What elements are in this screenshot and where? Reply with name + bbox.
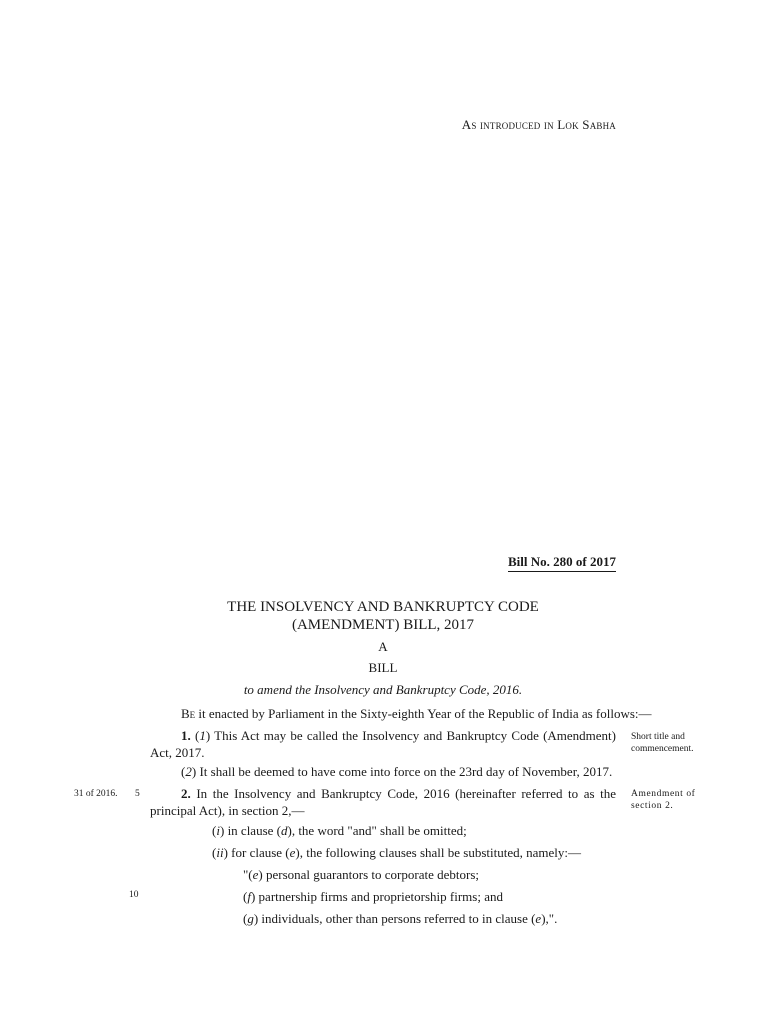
bill-number: Bill No. 280 of 2017 [508, 554, 616, 572]
margin-note-short-title: Short title and commencement. [631, 732, 694, 754]
enacting-formula [181, 705, 652, 722]
section-1-sub2-text: It shall be deemed to have come into force on the 23rd day of November, 2017. [196, 764, 613, 779]
section-1-subsection-1: 1. (1) This Act may be called the Insolvency and Bankruptcy Code (Amendment) Act, 2017. [150, 728, 616, 760]
clause-g-letter: g [247, 911, 254, 926]
bill-title-line1: THE INSOLVENCY AND BANKRUPTCY CODE [227, 599, 539, 615]
title-bill: BILL [368, 660, 398, 675]
clause-e [243, 866, 479, 883]
section-2-item-ii: (ii) for clause (e), the following clauses shall be substituted, namely:— [212, 845, 582, 860]
item-ii-clause: e [289, 845, 296, 860]
item-ii-post: ), the following clauses shall be substituted, namely:— [295, 845, 582, 860]
clause-f [243, 888, 503, 905]
clause-g-tail: ),". [541, 911, 558, 926]
clause-g-ref: e [535, 911, 542, 926]
clause-f-letter: f [247, 889, 251, 904]
section-2-intro [150, 785, 616, 819]
item-ii-number: ii [216, 845, 224, 860]
section-1-sub1-number: 1 [199, 728, 206, 743]
section-2-item-i: (i) in clause (d), the word "and" shall be omitted; [212, 823, 467, 838]
clause-g-text: ) individuals, other than persons referred to in clause ( [253, 911, 536, 926]
clause-g [243, 910, 557, 927]
bill-title [150, 598, 616, 634]
enacting-first-letter: B [181, 706, 190, 721]
left-ref-act: 31 of 2016. [74, 789, 118, 799]
clause-f-text: ) partnership firms and proprietorship firms; and [250, 889, 503, 904]
section-1-subsection-2: (2) It shall be deemed to have come into force on the 23rd day of November, 2017. [181, 764, 613, 779]
margin-note-amendment: Amendment of section 2. [631, 789, 696, 811]
section-1-sub2-number: 2 [185, 764, 192, 779]
introduced-in-lok-sabha: As introduced in Lok Sabha [461, 117, 616, 132]
bill-purpose: to amend the Insolvency and Bankruptcy Code, 2016. [243, 682, 523, 697]
section-2-text: In the Insolvency and Bankruptcy Code, 2016 (hereinafter referred to as the principal Act), in section 2,— [150, 786, 616, 818]
section-1-number: 1. [181, 728, 191, 743]
clause-e-lead: "( [243, 867, 253, 882]
item-i-pre: in clause ( [227, 823, 281, 838]
clause-f-lead: ( [243, 889, 248, 904]
item-ii-pre: for clause ( [231, 845, 290, 860]
line-number-10: 10 [129, 890, 139, 900]
item-i-post: ), the word "and" shall be omitted; [287, 823, 467, 838]
line-number-5: 5 [135, 789, 140, 799]
bill-title-line2: (AMENDMENT) BILL, 2017 [291, 617, 475, 633]
item-i-number: i [216, 823, 220, 838]
enacting-text: it enacted by Parliament in the Sixty-eighth Year of the Republic of India as follows:— [195, 706, 652, 721]
clause-e-text: ) personal guarantors to corporate debtors; [258, 867, 479, 882]
enacting-first-small: e [189, 706, 196, 721]
title-a: A [378, 639, 388, 654]
clause-g-lead: ( [243, 911, 248, 926]
item-i-clause: d [280, 823, 288, 838]
clause-e-letter: e [252, 867, 259, 882]
section-2-number: 2. [181, 786, 191, 801]
section-1-sub1-text: This Act may be called the Insolvency and Bankruptcy Code (Amendment) Act, 2017. [150, 728, 616, 760]
